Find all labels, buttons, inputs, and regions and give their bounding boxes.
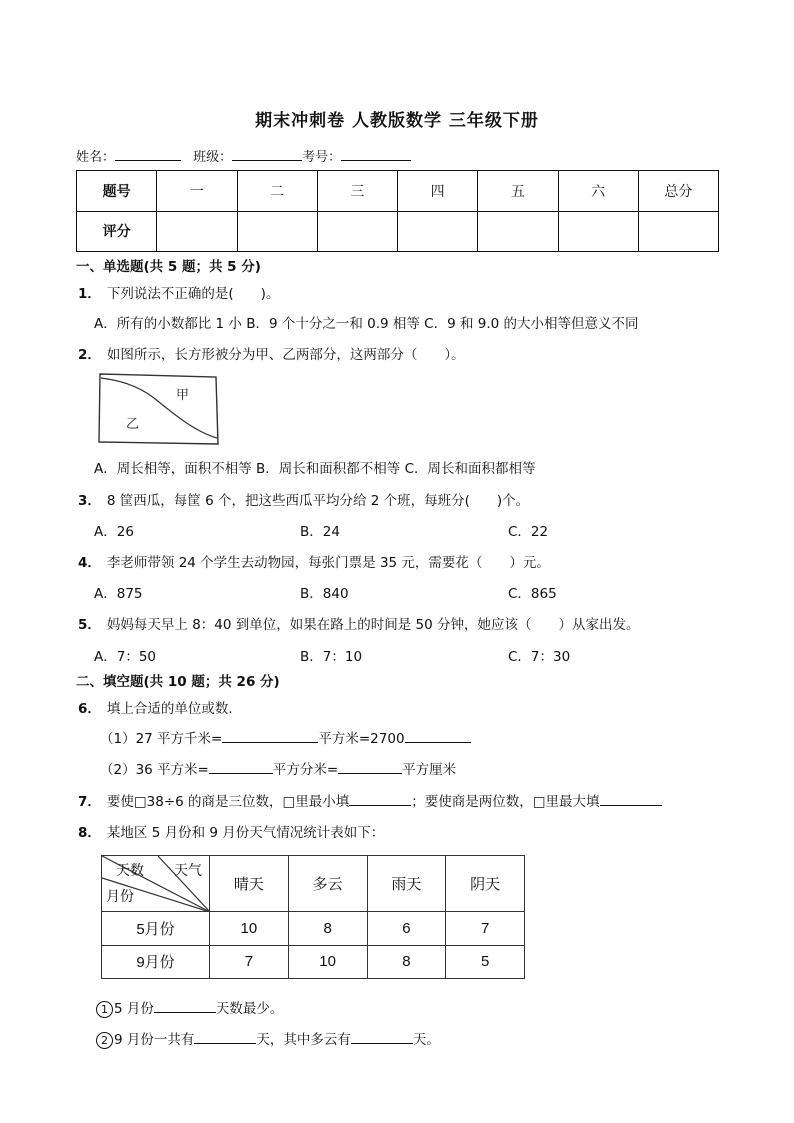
section2-heading: 二、填空题(共 10 题；共 26 分) [76, 674, 280, 690]
answer-blank[interactable] [209, 760, 273, 774]
option-b[interactable]: B．24 [300, 524, 340, 540]
score-cell[interactable] [237, 211, 317, 252]
weather-header-row [102, 856, 525, 912]
table-cell: 7 [446, 912, 525, 946]
sub-text: 9 月份一共有 [114, 1032, 195, 1048]
exam-no-label: 考号： [302, 150, 342, 165]
sub-text: （1）27 平方千米= [100, 731, 223, 747]
question-text: 如图所示，长方形被分为甲、乙两部分，这两部分（ ）。 [106, 347, 465, 363]
question-text: 8 筐西瓜，每筐 6 个，把这些西瓜平均分给 2 个班，每班分( )个。 [106, 493, 530, 509]
score-header-cell: 六 [558, 171, 638, 212]
answer-blank[interactable] [405, 729, 471, 743]
exam-no-blank[interactable] [341, 147, 411, 161]
option-a[interactable]: A．7：50 [94, 649, 157, 665]
answer-blank[interactable] [194, 1030, 256, 1044]
question-text: 下列说法不正确的是( )。 [106, 286, 280, 302]
question-2 [78, 343, 465, 363]
sub-text: （2）36 平方米= [100, 762, 209, 778]
row-header: 9月份 [102, 945, 210, 979]
column-header: 晴天 [210, 856, 289, 912]
table-row [102, 945, 525, 979]
score-header-cell: 五 [478, 171, 558, 212]
question-8-sub1 [96, 997, 283, 1018]
corner-days-label: 天数 [116, 862, 144, 878]
option-c[interactable]: C．865 [508, 586, 557, 602]
page-title: 期末冲刺卷 人教版数学 三年级下册 [255, 111, 539, 131]
score-cell[interactable] [638, 211, 718, 252]
circled-number: 2 [96, 1032, 113, 1049]
score-table [76, 170, 719, 252]
question-number: 2． [78, 347, 101, 363]
question-text: 要使□38÷6 的商是三位数，□里最小填 [106, 794, 350, 810]
question-number: 7． [78, 794, 101, 810]
sub-text: 天，其中多云有 [256, 1032, 351, 1048]
column-header: 多云 [288, 856, 367, 912]
score-cell[interactable] [157, 211, 237, 252]
sub-text: 平方厘米 [402, 762, 457, 778]
name-blank[interactable] [115, 147, 181, 161]
question-8-sub2 [96, 1028, 440, 1049]
sub-text: 天。 [412, 1032, 440, 1048]
answer-blank[interactable] [349, 792, 411, 806]
question-text: 填上合适的单位或数． [106, 701, 242, 717]
question-3 [78, 489, 529, 509]
question-number: 4． [78, 555, 101, 571]
score-cell[interactable] [317, 211, 397, 252]
corner-cell [102, 856, 210, 912]
sub-text: 平方米=2700 [318, 731, 405, 747]
table-cell: 5 [446, 945, 525, 979]
question-8 [78, 821, 384, 841]
answer-blank[interactable] [351, 1030, 413, 1044]
student-info [76, 146, 411, 165]
table-cell: 8 [367, 945, 446, 979]
name-label: 姓名： [76, 150, 116, 165]
table-cell: 8 [288, 912, 367, 946]
question-1-options: A．所有的小数都比 1 小 B．9 个十分之一和 0.9 相等 C．9 和 9.0 的大小相等但意义不同 [94, 316, 639, 332]
table-cell: 6 [367, 912, 446, 946]
question-6-sub2 [100, 758, 456, 778]
answer-blank[interactable] [600, 792, 662, 806]
question-7 [78, 790, 662, 810]
section1-heading: 一、单选题(共 5 题；共 5 分) [76, 259, 261, 275]
score-header-row [77, 171, 719, 212]
option-c[interactable]: C．7：30 [508, 649, 571, 665]
question-text: ；要使商是两位数，□里最大填 [411, 794, 600, 810]
question-number: 3． [78, 493, 101, 509]
table-cell: 10 [210, 912, 289, 946]
dividing-curve [101, 378, 217, 438]
question-number: 5． [78, 617, 101, 633]
question-text: 某地区 5 月份和 9 月份天气情况统计表如下： [106, 825, 385, 841]
question-number: 1． [78, 286, 101, 302]
sub-text: 平方分米= [272, 762, 339, 778]
option-b[interactable]: B．7：10 [300, 649, 363, 665]
score-header-cell: 题号 [77, 171, 157, 212]
answer-blank[interactable] [154, 999, 216, 1013]
sub-text: 天数最少。 [215, 1001, 284, 1017]
class-label: 班级： [193, 150, 233, 165]
score-header-cell: 一 [157, 171, 237, 212]
option-c[interactable]: C．22 [508, 524, 549, 540]
table-row [102, 912, 525, 946]
score-cell[interactable] [478, 211, 558, 252]
column-header: 雨天 [367, 856, 446, 912]
rectangle-outline [99, 374, 218, 444]
question-text: 妈妈每天早上 8：40 到单位，如果在路上的时间是 50 分钟，她应该（ ）从家出发。 [106, 617, 640, 633]
label-yi: 乙 [126, 417, 140, 432]
question-2-options: A．周长相等，面积不相等 B．周长和面积都不相等 C．周长和面积都相等 [94, 461, 536, 477]
score-row-label: 评分 [77, 211, 157, 252]
corner-weather-label: 天气 [174, 862, 202, 878]
sub-text: 5 月份 [114, 1001, 154, 1017]
question-6-sub1 [100, 727, 471, 747]
row-header: 5月份 [102, 912, 210, 946]
corner-month-label: 月份 [106, 888, 134, 904]
question-4 [78, 551, 550, 571]
option-b[interactable]: B．840 [300, 586, 349, 602]
circled-number: 1 [96, 1001, 113, 1018]
column-header: 阴天 [446, 856, 525, 912]
table-cell: 10 [288, 945, 367, 979]
score-header-cell: 总分 [638, 171, 718, 212]
option-a[interactable]: A．26 [94, 524, 134, 540]
score-cell[interactable] [558, 211, 638, 252]
score-header-cell: 三 [317, 171, 397, 212]
class-blank[interactable] [232, 147, 302, 161]
question-text: 李老师带领 24 个学生去动物园，每张门票是 35 元，需要花（ ）元。 [106, 555, 550, 571]
question-1 [78, 282, 279, 302]
question-number: 6． [78, 701, 101, 717]
label-jia: 甲 [176, 388, 190, 403]
score-header-cell: 四 [398, 171, 478, 212]
weather-table [101, 855, 525, 979]
score-header-cell: 二 [237, 171, 317, 212]
table-cell: 7 [210, 945, 289, 979]
answer-blank[interactable] [222, 729, 318, 743]
rectangle-figure [96, 370, 220, 446]
question-number: 8． [78, 825, 101, 841]
score-cell[interactable] [398, 211, 478, 252]
answer-blank[interactable] [338, 760, 402, 774]
score-row [77, 211, 719, 252]
question-6 [78, 697, 242, 717]
question-5 [78, 613, 640, 633]
option-a[interactable]: A．875 [94, 586, 143, 602]
